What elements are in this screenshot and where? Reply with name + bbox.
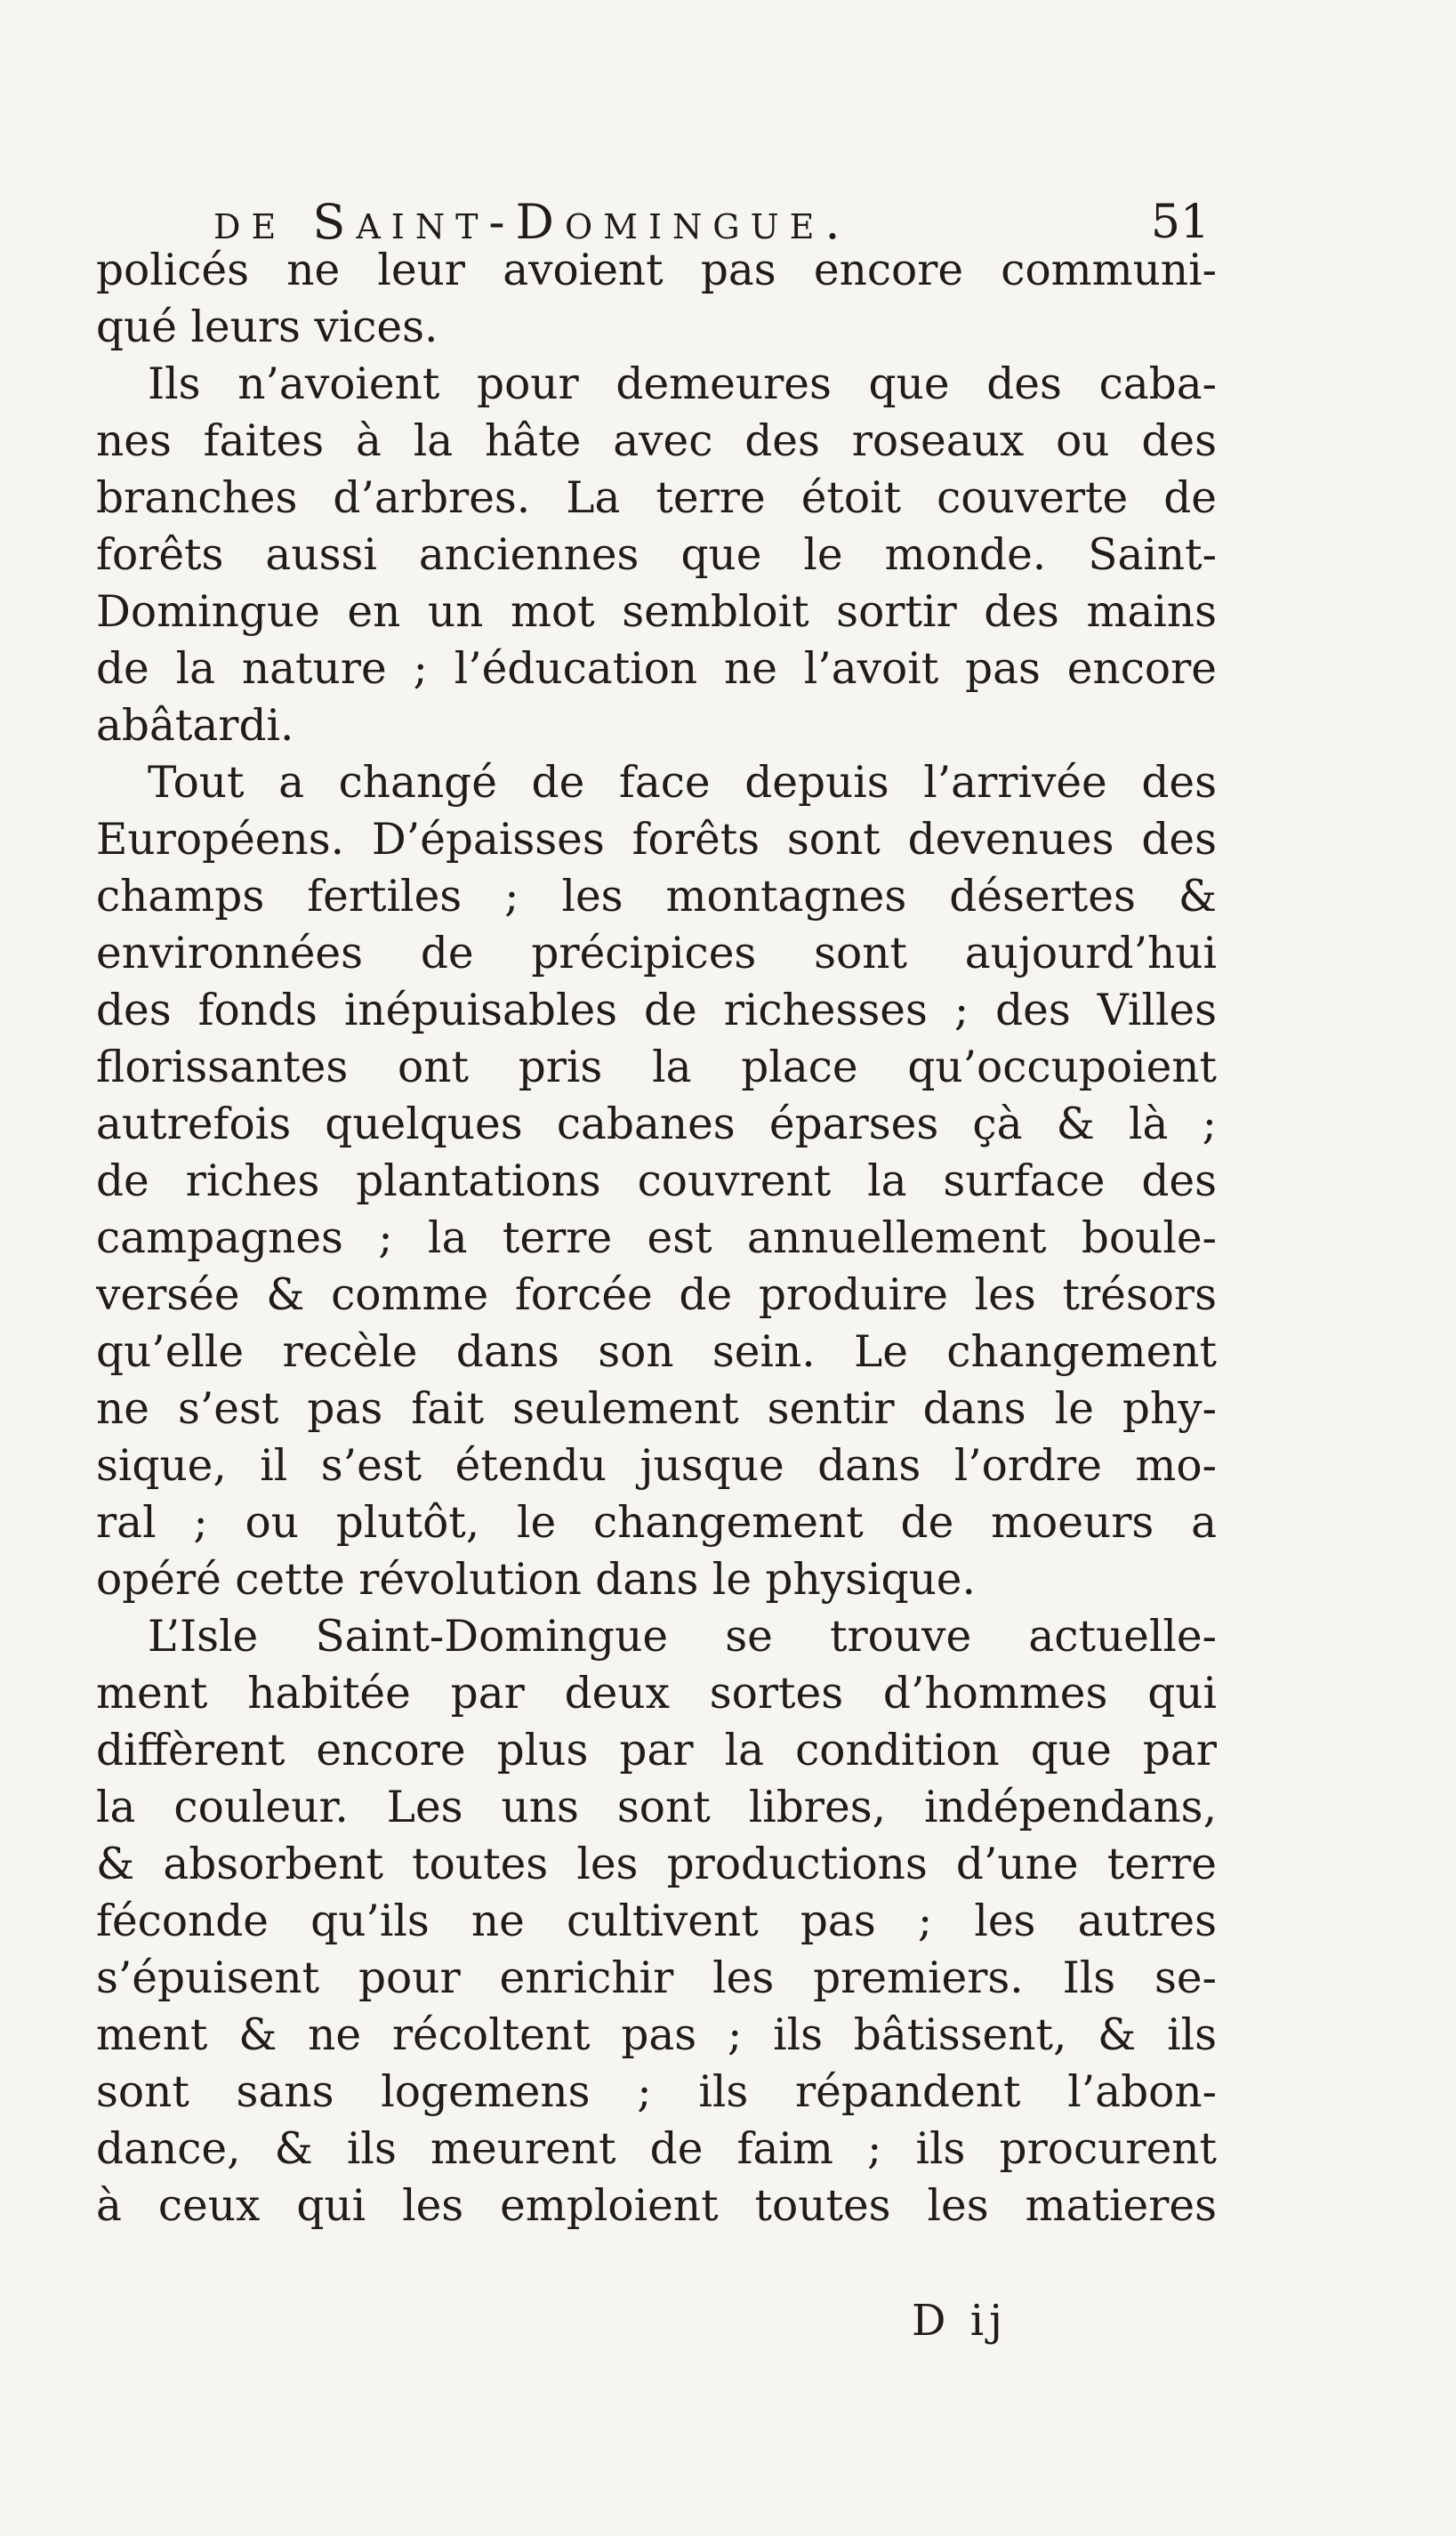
text-line: sont sans logemens ; ils répandent l’abon- — [96, 2067, 1217, 2117]
text-line: dance, & ils meurent de faim ; ils procurent — [96, 2124, 1217, 2174]
text-line: branches d’arbres. La terre étoit couverte de — [96, 473, 1217, 523]
text-line: Européens. D’épaisses forêts sont devenues des — [96, 815, 1217, 865]
text-line: ne s’est pas fait seulement sentir dans le phy- — [96, 1384, 1217, 1434]
text-line: diffèrent encore plus par la condition que par — [96, 1726, 1217, 1775]
text-line: s’épuisent pour enrichir les premiers. Ils se- — [96, 1953, 1217, 2003]
text-line: la couleur. Les uns sont libres, indépendans, — [96, 1783, 1217, 1832]
text-line: ment & ne récoltent pas ; ils bâtissent, & ils — [96, 2010, 1217, 2060]
text-line: campagnes ; la terre est annuellement boule- — [96, 1213, 1217, 1263]
text-line: policés ne leur avoient pas encore communi- — [96, 246, 1217, 295]
text-line: de la nature ; l’éducation ne l’avoit pas encore — [96, 644, 1217, 694]
text-line: à ceux qui les emploient toutes les matieres — [96, 2181, 1217, 2231]
text-line: florissantes ont pris la place qu’occupoient — [96, 1043, 1217, 1092]
text-line: Domingue en un mot sembloit sortir des mains — [96, 587, 1217, 637]
text-line: Ils n’avoient pour demeures que des caba- — [148, 359, 1217, 409]
text-line: ral ; ou plutôt, le changement de moeurs a — [96, 1498, 1217, 1548]
text-line: versée & comme forcée de produire les trésors — [96, 1270, 1217, 1320]
text-line: ment habitée par deux sortes d’hommes qui — [96, 1669, 1217, 1719]
text-line: sique, il s’est étendu jusque dans l’ordre mo- — [96, 1441, 1217, 1491]
text-line: Tout a changé de face depuis l’arrivée des — [148, 758, 1217, 808]
text-line: de riches plantations couvrent la surface des — [96, 1156, 1217, 1206]
text-line: autrefois quelques cabanes éparses çà & là ; — [96, 1099, 1217, 1149]
text-line: L’Isle Saint-Domingue se trouve actuelle- — [148, 1612, 1217, 1662]
body-text — [96, 242, 1217, 2234]
text-line: féconde qu’ils ne cultivent pas ; les autres — [96, 1896, 1217, 1946]
text-line: forêts aussi anciennes que le monde. Saint- — [96, 530, 1217, 580]
text-line: champs fertiles ; les montagnes désertes & — [96, 872, 1217, 922]
running-title: de Saint-Domingue. — [213, 194, 851, 250]
text-line: environnées de précipices sont aujourd’hui — [96, 929, 1217, 978]
signature-mark: D ij — [912, 2296, 1008, 2346]
text-line: des fonds inépuisables de richesses ; des Villes — [96, 986, 1217, 1035]
text-line: & absorbent toutes les productions d’une terre — [96, 1840, 1217, 1889]
text-line: abâtardi. — [96, 701, 294, 751]
text-line: qué leurs vices. — [96, 302, 438, 352]
text-line: qu’elle recèle dans son sein. Le changement — [96, 1327, 1217, 1377]
text-line: opéré cette révolution dans le physique. — [96, 1555, 976, 1605]
page-number: 51 — [1150, 196, 1210, 249]
text-line: nes faites à la hâte avec des roseaux ou des — [96, 416, 1217, 466]
